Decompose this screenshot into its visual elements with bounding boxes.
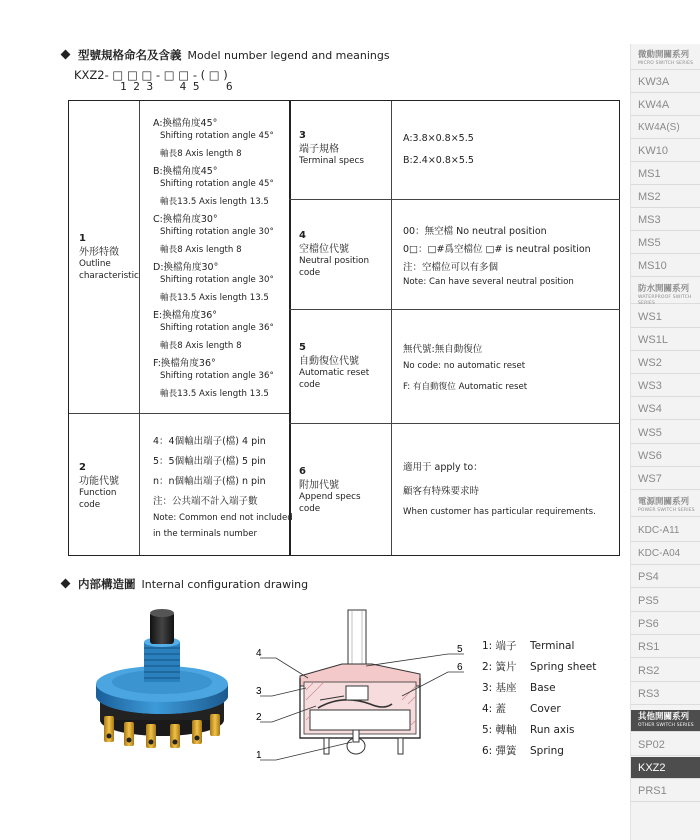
option-axis: 軸長8 Axis length 8 bbox=[160, 245, 242, 255]
option-zh: C:換檔角度30° bbox=[153, 214, 218, 225]
spec-table bbox=[68, 100, 620, 556]
append-label: 6 附加代號 Append specs code bbox=[299, 466, 361, 514]
sidebar-item-kw4a[interactable]: KW4A bbox=[631, 94, 700, 116]
sidebar-item-kw4a-s[interactable]: KW4A(S) bbox=[631, 117, 700, 139]
option-angle: Shifting rotation angle 30° bbox=[160, 275, 274, 285]
callout-5: 5 bbox=[457, 644, 463, 655]
option-angle: Shifting rotation angle 45° bbox=[160, 179, 274, 189]
sidebar-group-other: 其他開關系列 OTHER SWITCH SERIES bbox=[631, 710, 700, 732]
legend-item: 3: 基座 Base bbox=[482, 682, 556, 694]
function-label: 2 功能代號 Function code bbox=[79, 462, 119, 510]
legend-item: 2: 簧片 Spring sheet bbox=[482, 661, 597, 673]
append-line: 顧客有特殊要求時 bbox=[403, 486, 480, 497]
sidebar-item-ws4[interactable]: WS4 bbox=[631, 398, 700, 420]
legend-item: 6: 彈簧 Spring bbox=[482, 745, 564, 757]
sidebar-item-kdc-a04[interactable]: KDC-A04 bbox=[631, 543, 700, 565]
model-code: KXZ2- □ □ □ - □ □ - ( □ ) bbox=[74, 68, 228, 82]
neutral-line: 0□：□#爲空檔位 □# is neutral position bbox=[403, 244, 591, 255]
function-line: Note: Common end not included bbox=[153, 513, 293, 523]
series-sidebar bbox=[630, 44, 700, 840]
sidebar-item-prs1[interactable]: PRS1 bbox=[631, 780, 700, 802]
reset-line: 無代號:無自動復位 bbox=[403, 344, 483, 355]
option-zh: A:換檔角度45° bbox=[153, 118, 218, 129]
reset-line: F: 有自動復位 Automatic reset bbox=[403, 382, 528, 392]
neutral-label: 4 空檔位代號 Neutral position code bbox=[299, 230, 370, 278]
reset-label: 5 自動復位代號 Automatic reset code bbox=[299, 342, 370, 390]
sidebar-item-rs1[interactable]: RS1 bbox=[631, 636, 700, 658]
terminal-label: 3 端子規格 Terminal specs bbox=[299, 130, 364, 166]
sidebar-group-micro: 微動開關系列 MICRO SWITCH SERIES bbox=[631, 48, 700, 70]
sidebar-item-ws3[interactable]: WS3 bbox=[631, 375, 700, 397]
option-angle: Shifting rotation angle 45° bbox=[160, 131, 274, 141]
sidebar-item-ws1l[interactable]: WS1L bbox=[631, 329, 700, 351]
model-code-digits: 1 2 3 4 5 6 bbox=[120, 80, 233, 93]
callout-1: 1 bbox=[256, 750, 262, 761]
callout-4: 4 bbox=[256, 648, 262, 659]
neutral-line: 注：空檔位可以有多個 bbox=[403, 262, 499, 273]
legend-item: 1: 端子 Terminal bbox=[482, 640, 575, 652]
callout-2: 2 bbox=[256, 712, 262, 723]
option-zh: F:換檔角度36° bbox=[153, 358, 216, 369]
function-line: n：n個輸出端子(檔) n pin bbox=[153, 476, 266, 487]
sidebar-group-waterproof: 防水開關系列 WATERPROOF SWITCH SERIES bbox=[631, 282, 700, 304]
sidebar-item-ps4[interactable]: PS4 bbox=[631, 566, 700, 588]
reset-line: No code: no automatic reset bbox=[403, 361, 526, 371]
sidebar-item-kdc-a11[interactable]: KDC-A11 bbox=[631, 520, 700, 542]
sidebar-item-kw3a[interactable]: KW3A bbox=[631, 71, 700, 93]
option-angle: Shifting rotation angle 36° bbox=[160, 323, 274, 333]
cross-section-drawing bbox=[252, 600, 472, 775]
terminal-spec-b: B:2.4×0.8×5.5 bbox=[403, 155, 474, 166]
sidebar-item-kxz2[interactable]: KXZ2 bbox=[631, 757, 700, 779]
sidebar-item-kw10[interactable]: KW10 bbox=[631, 140, 700, 162]
function-line: in the terminals number bbox=[153, 529, 258, 539]
sidebar-item-sp02[interactable]: SP02 bbox=[631, 734, 700, 756]
neutral-line: 00：無空檔 No neutral position bbox=[403, 226, 547, 237]
diamond-bullet-icon bbox=[61, 50, 71, 60]
sidebar-item-ws7[interactable]: WS7 bbox=[631, 468, 700, 490]
option-zh: D:換檔角度30° bbox=[153, 262, 219, 273]
sidebar-item-ps5[interactable]: PS5 bbox=[631, 590, 700, 612]
function-line: 4：4個輸出端子(檔) 4 pin bbox=[153, 436, 266, 447]
outline-label: 1 外形特徵 Outline characteristic bbox=[79, 233, 139, 281]
option-zh: E:換檔角度36° bbox=[153, 310, 218, 321]
sidebar-item-ws2[interactable]: WS2 bbox=[631, 352, 700, 374]
option-axis: 軸長8 Axis length 8 bbox=[160, 149, 242, 159]
sidebar-item-ws1[interactable]: WS1 bbox=[631, 306, 700, 328]
sidebar-item-ws6[interactable]: WS6 bbox=[631, 445, 700, 467]
sidebar-item-rs3[interactable]: RS3 bbox=[631, 683, 700, 705]
legend-item: 4: 蓋 Cover bbox=[482, 703, 561, 715]
sidebar-item-ms10[interactable]: MS10 bbox=[631, 255, 700, 277]
sidebar-item-ms1[interactable]: MS1 bbox=[631, 163, 700, 185]
rotary-switch-product-image bbox=[82, 608, 242, 758]
sidebar-item-ws5[interactable]: WS5 bbox=[631, 422, 700, 444]
option-zh: B:換檔角度45° bbox=[153, 166, 218, 177]
callout-6: 6 bbox=[457, 662, 463, 673]
option-angle: Shifting rotation angle 30° bbox=[160, 227, 274, 237]
sidebar-item-ms2[interactable]: MS2 bbox=[631, 186, 700, 208]
option-axis: 軸長13.5 Axis length 13.5 bbox=[160, 389, 269, 399]
option-axis: 軸長8 Axis length 8 bbox=[160, 341, 242, 351]
callout-3: 3 bbox=[256, 686, 262, 697]
function-line: 5：5個輸出端子(檔) 5 pin bbox=[153, 456, 266, 467]
function-line: 注：公共端不計入端子數 bbox=[153, 496, 258, 507]
append-line: 適用于 apply to： bbox=[403, 462, 483, 473]
neutral-line: Note: Can have several neutral position bbox=[403, 277, 574, 287]
terminal-spec-a: A:3.8×0.8×5.5 bbox=[403, 133, 474, 144]
config-section-title: 内部構造圖 Internal configuration drawing bbox=[62, 576, 308, 592]
legend-item: 5: 轉軸 Run axis bbox=[482, 724, 575, 736]
diamond-bullet-icon bbox=[61, 579, 71, 589]
sidebar-item-ps6[interactable]: PS6 bbox=[631, 613, 700, 635]
option-axis: 軸長13.5 Axis length 13.5 bbox=[160, 197, 269, 207]
option-axis: 軸長13.5 Axis length 13.5 bbox=[160, 293, 269, 303]
legend-section-title: 型號規格命名及含義 Model number legend and meanings bbox=[62, 47, 390, 63]
option-angle: Shifting rotation angle 36° bbox=[160, 371, 274, 381]
sidebar-item-rs2[interactable]: RS2 bbox=[631, 660, 700, 682]
append-line: When customer has particular requirements. bbox=[403, 507, 596, 517]
sidebar-group-power: 電源開關系列 POWER SWITCH SERIES bbox=[631, 495, 700, 517]
sidebar-item-ms5[interactable]: MS5 bbox=[631, 232, 700, 254]
sidebar-item-ms3[interactable]: MS3 bbox=[631, 209, 700, 231]
